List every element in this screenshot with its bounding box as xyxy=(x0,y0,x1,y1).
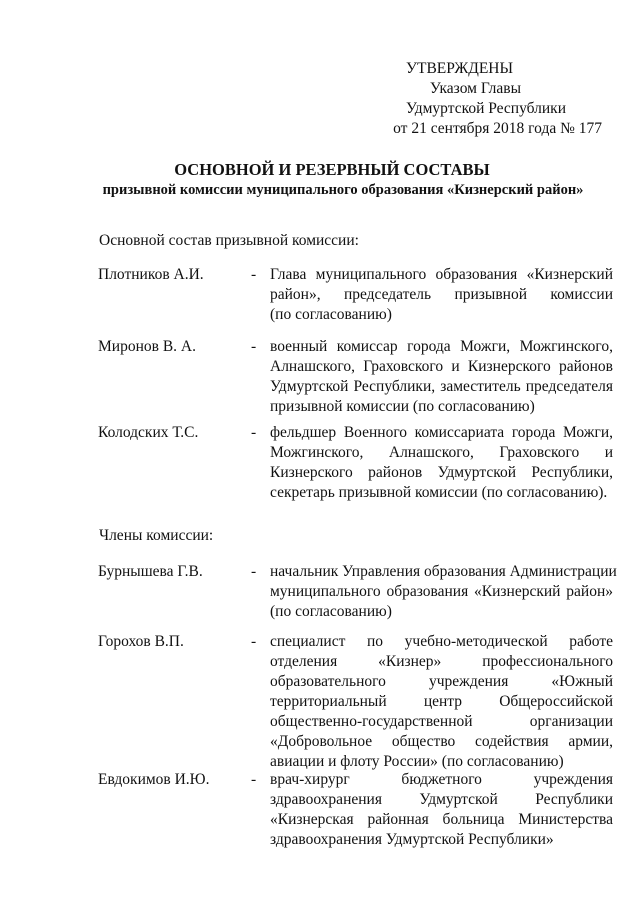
member-role-line: (по согласованию) xyxy=(270,306,392,323)
member-role-line: здравоохранения Удмуртской Республики» xyxy=(270,831,554,848)
member-name: Евдокимов И.Ю. xyxy=(98,771,210,788)
member-role-line: начальник Управления образования Администрации xyxy=(270,563,617,580)
member-role-line: Глава муниципального образования «Кизнерский xyxy=(270,266,613,283)
member-name: Колодских Т.С. xyxy=(98,424,199,441)
member-role xyxy=(270,562,617,622)
member-role-line: район», председатель призывной комиссии xyxy=(270,286,613,303)
member-role-line: образовательного учреждения «Южный xyxy=(270,673,613,690)
member-role-line: здравоохранения Удмуртской Республики xyxy=(270,791,613,808)
member-role-line: общественно-государственной организации xyxy=(270,713,613,730)
approval-status: УТВЕРЖДЕНЫ xyxy=(406,60,513,77)
approval-republic: Удмуртской Республики xyxy=(405,100,566,117)
title-subtitle: призывной комиссии муниципального образования «Кизнерский район» xyxy=(102,182,584,198)
member-role-line: Алнашского, Граховского и Кизнерского районов xyxy=(270,358,613,375)
member-role-line: секретарь призывной комиссии (по согласованию). xyxy=(270,484,608,501)
member-dash: - xyxy=(251,563,257,580)
member-role xyxy=(270,632,613,772)
approval-date-number: от 21 сентября 2018 года № 177 xyxy=(393,120,602,137)
member-role xyxy=(270,265,613,325)
member-role-line: врач-хирург бюджетного учреждения xyxy=(270,771,613,788)
approval-decree: Указом Главы xyxy=(429,80,521,97)
member-name: Миронов В. А. xyxy=(98,338,196,355)
member-role-line: Можгинского, Алнашского, Граховского и xyxy=(270,444,613,461)
member-dash: - xyxy=(251,266,257,283)
member-role-line: фельдшер Военного комиссариата города Можги, xyxy=(270,424,613,441)
member-role xyxy=(270,337,613,417)
member-dash: - xyxy=(251,338,257,355)
member-name: Горохов В.П. xyxy=(98,633,184,650)
member-role-line: муниципального образования «Кизнерский район» xyxy=(270,583,613,600)
member-role-line: «Добровольное общество содействия армии, xyxy=(270,733,613,750)
members-section-heading: Члены комиссии: xyxy=(99,527,214,544)
member-role-line: «Кизнерская районная больница Министерства xyxy=(270,811,613,828)
member-name: Бурнышева Г.В. xyxy=(98,563,203,580)
member-name: Плотников А.И. xyxy=(98,266,204,283)
member-role-line: (по согласованию) xyxy=(270,603,392,620)
member-dash: - xyxy=(251,771,257,788)
approval-block xyxy=(393,59,602,139)
member-role xyxy=(270,423,613,503)
document-title xyxy=(0,160,640,200)
member-dash: - xyxy=(251,633,257,650)
member-role xyxy=(270,770,613,850)
title-main: ОСНОВНОЙ И РЕЗЕРВНЫЙ СОСТАВЫ xyxy=(174,160,490,179)
member-role-line: Кизнерского районов Удмуртской Республики, xyxy=(270,464,613,481)
member-role-line: Удмуртской Республики, заместитель председателя xyxy=(270,378,613,395)
member-role-line: призывной комиссии (по согласованию) xyxy=(270,398,535,415)
main-section-heading: Основной состав призывной комиссии: xyxy=(99,232,359,249)
member-role-line: военный комиссар города Можги, Можгинского, xyxy=(270,338,613,355)
member-role-line: специалист по учебно-методической работе xyxy=(270,633,613,650)
member-role-line: авиации и флоту России» (по согласованию) xyxy=(270,753,564,770)
member-dash: - xyxy=(251,424,257,441)
member-role-line: отделения «Кизнер» профессионального xyxy=(270,653,613,670)
member-role-line: территориальный центр Общероссийской xyxy=(270,693,613,710)
